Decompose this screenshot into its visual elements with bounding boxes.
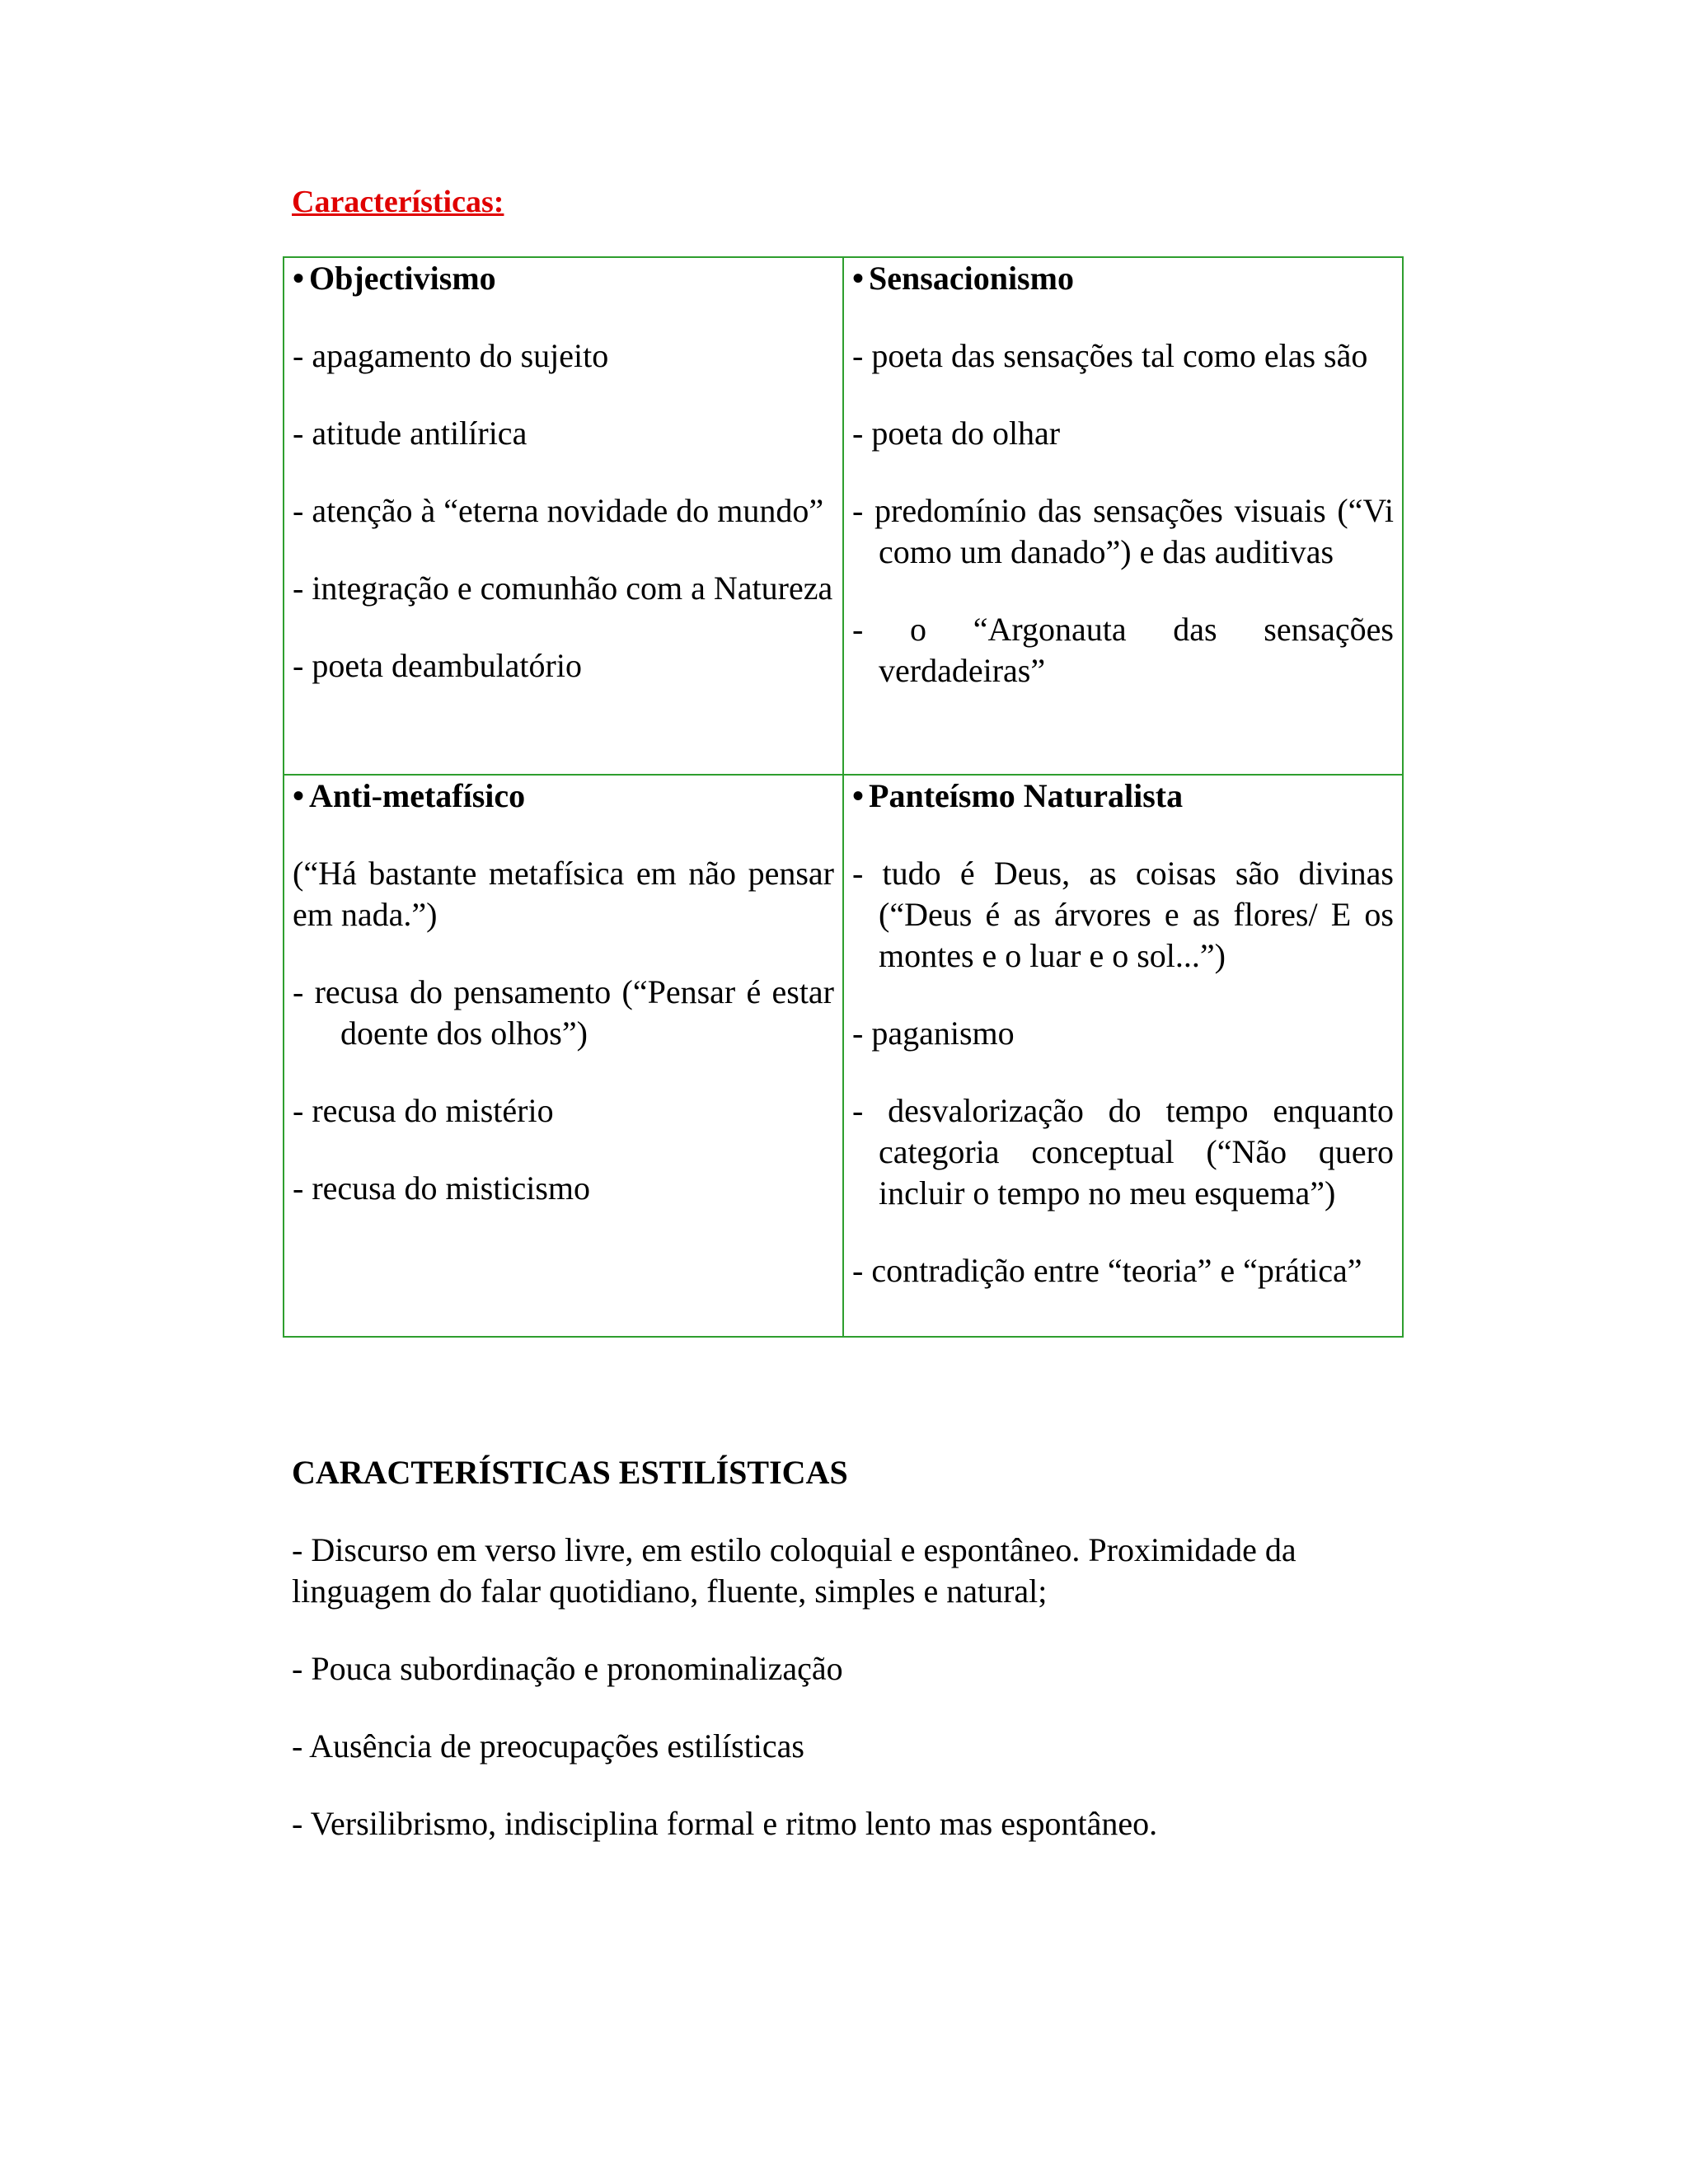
list-item: - recusa do misticismo (293, 1169, 591, 1207)
cell-heading-text: Panteísmo Naturalista (869, 777, 1184, 814)
list-item: - integração e comunhão com a Natureza (293, 569, 833, 607)
list-item: - atenção à “eterna novidade do mundo” (293, 492, 824, 529)
table-cell-sensacionismo (843, 257, 1403, 775)
cell-heading (852, 258, 1394, 299)
bullet-icon: • (852, 260, 865, 297)
stylistic-item: - Versilibrismo, indisciplina formal e ritmo lento mas espontâneo. (292, 1805, 1158, 1842)
list-item: - poeta deambulatório (293, 647, 582, 684)
list-item: - desvalorização do tempo enquanto categoria conceptual (“Não quero incluir o tempo no meu esquema”) (852, 1092, 1394, 1212)
list-item: - poeta do olhar (852, 415, 1061, 452)
stylistic-section (292, 1452, 1388, 1844)
table-row (284, 775, 1403, 1337)
stylistic-heading: CARACTERÍSTICAS ESTILÍSTICAS (292, 1454, 848, 1491)
cell-heading (852, 776, 1394, 817)
stylistic-item: - Ausência de preocupações estilísticas (292, 1727, 804, 1765)
cell-quote: (“Há bastante metafísica em não pensar em nada.”) (293, 855, 834, 933)
cell-heading-text: Sensacionismo (869, 260, 1074, 297)
table-row (284, 257, 1403, 775)
section-title: Características: (292, 185, 504, 219)
cell-heading-text: Anti-metafísico (309, 777, 526, 814)
list-item: - tudo é Deus, as coisas são divinas (“Deus é as árvores e as flores/ E os montes e o luar e o sol...”) (852, 855, 1394, 974)
bullet-icon: • (293, 260, 305, 297)
list-item: - contradição entre “teoria” e “prática” (852, 1252, 1362, 1289)
table-cell-anti-metafisico (284, 775, 843, 1337)
list-item: - o “Argonauta das sensações verdadeiras” (852, 611, 1394, 689)
table-cell-objectivismo (284, 257, 843, 775)
list-item: - atitude antilírica (293, 415, 528, 452)
stylistic-item: - Pouca subordinação e pronominalização (292, 1650, 843, 1687)
list-item: - poeta das sensações tal como elas são (852, 337, 1368, 374)
stylistic-item: - Discurso em verso livre, em estilo coloquial e espontâneo. Proximidade da linguagem do falar quotidiano, fluente, simples e natural; (292, 1531, 1296, 1610)
characteristics-table (283, 256, 1404, 1338)
list-item: - predomínio das sensações visuais (“Vi como um danado”) e das auditivas (852, 492, 1394, 570)
cell-heading (293, 258, 834, 299)
list-item: - recusa do mistério (293, 1092, 554, 1129)
bullet-icon: • (293, 777, 305, 814)
cell-heading-text: Objectivismo (309, 260, 496, 297)
list-item: - recusa do pensamento (“Pensar é estar doente dos olhos”) (293, 973, 834, 1052)
cell-heading (293, 776, 834, 817)
table-cell-panteismo (843, 775, 1403, 1337)
list-item: - apagamento do sujeito (293, 337, 609, 374)
list-item: - paganismo (852, 1015, 1015, 1052)
bullet-icon: • (852, 777, 865, 814)
